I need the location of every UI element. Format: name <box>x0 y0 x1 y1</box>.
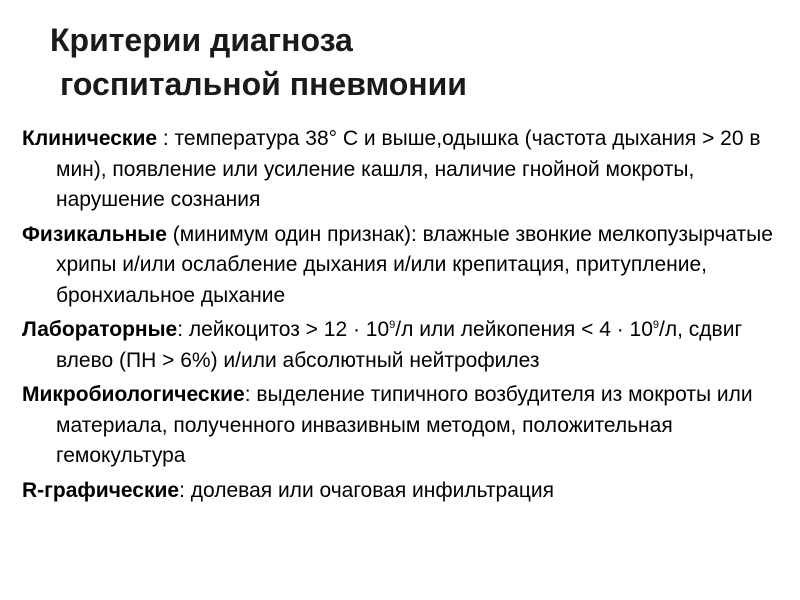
slide-title <box>0 18 800 106</box>
criterion-text: : выделение типичного возбудителя из мокроты или материала, полученного инвазивным методом, положительная гемокультура <box>56 383 753 467</box>
criterion-text: : долевая или очаговая инфильтрация <box>179 478 555 502</box>
criterion-text: : температура 38° С и выше,одышка (частота дыхания > 20 в мин), появление или усиление кашля, наличие гнойной мокроты, нарушение сознания <box>56 127 761 211</box>
criterion-laboratory <box>22 315 782 376</box>
criterion-clinical <box>22 124 782 216</box>
criterion-microbiological <box>22 380 782 472</box>
criterion-term: Клинические <box>22 127 158 150</box>
title-line-2: госпитальной пневмонии <box>60 66 467 102</box>
criterion-term: R-графические <box>22 478 180 502</box>
criterion-text: /л или лейкопения < 4 · 10 <box>395 318 653 341</box>
criterion-term: Лабораторные <box>22 318 178 341</box>
criterion-text: : лейкоцитоз > 12 · 10 <box>177 318 390 341</box>
criterion-radiological <box>22 476 782 507</box>
exponent: 9 <box>652 319 660 331</box>
criterion-text: (минимум один признак): влажные звонкие мелкопузырчатые хрипы и/или ослабление дыхания и/или крепитация, притупление, бронхиальное дыхание <box>56 222 773 307</box>
criterion-physical <box>22 220 782 312</box>
criteria-list <box>22 124 782 510</box>
criterion-term: Физикальные <box>22 222 167 246</box>
criterion-text: /л, сдвиг влево (ПН > 6%) и/или абсолютный нейтрофилез <box>56 318 743 372</box>
exponent: 9 <box>389 319 396 331</box>
criterion-term: Микробиологические <box>22 383 245 406</box>
title-line-1: Критерии диагноза <box>50 22 353 58</box>
